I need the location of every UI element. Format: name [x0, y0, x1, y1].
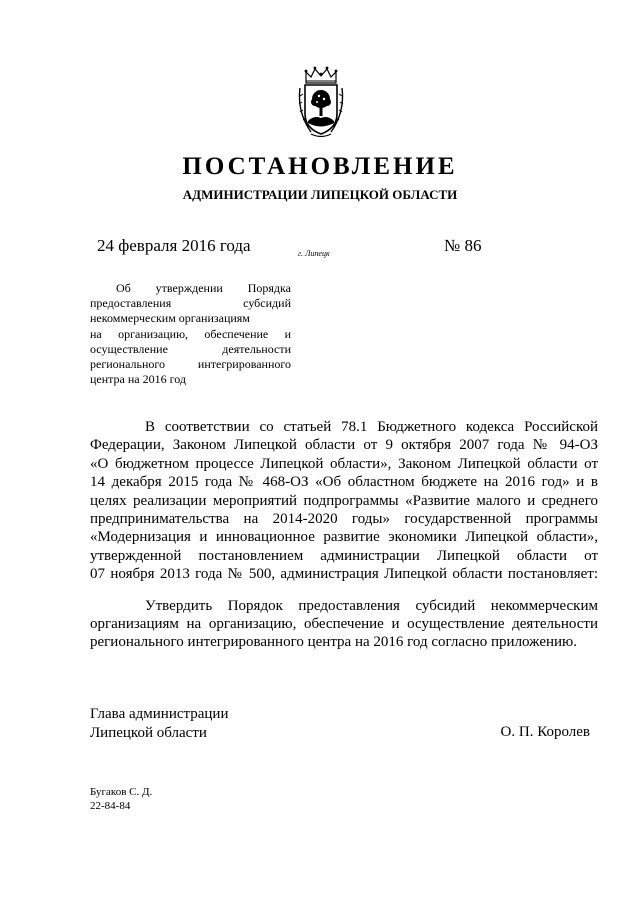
body-line: В соответствии со статьей 78.1 Бюджетного кодекса Российской [145, 419, 598, 435]
body-line: 07 ноября 2013 года № 500, администрация Липецкой области постановляет: [90, 566, 598, 583]
signatory-position-line: Липецкой области [90, 724, 207, 741]
document-title: ПОСТАНОВЛЕНИЕ [182, 153, 458, 180]
subject-line: Об утверждении Порядка [116, 281, 291, 295]
document-subtitle: АДМИНИСТРАЦИИ ЛИПЕЦКОЙ ОБЛАСТИ [182, 187, 458, 202]
subject-line: центра на 2016 год [90, 372, 187, 387]
document-number: № 86 [444, 236, 482, 255]
body-line: регионального интегрированного центра на 2016 год согласно приложению. [90, 634, 578, 651]
executor-info [90, 785, 152, 813]
executor-phone: 22-84-84 [90, 800, 131, 812]
body-line: утвержденной постановлением администрации Липецкой области от [90, 547, 598, 564]
body-line: «Модернизация и инновационное развитие экономики Липецкой области», [90, 529, 598, 546]
subject-line: на организацию, обеспечение и [90, 326, 291, 341]
body-line: Утвердить Порядок предоставления субсидий некоммерческим [145, 597, 598, 614]
body-line: целях реализации мероприятий подпрограммы «Развитие малого и среднего [90, 492, 598, 509]
body-line: 14 декабря 2015 года № 468-ОЗ «Об областном бюджете на 2016 год» и в [90, 474, 598, 491]
subject-line: осуществление деятельности [90, 341, 291, 356]
signatory-position [90, 705, 228, 742]
document-subject [90, 281, 291, 387]
body-line: организациям на организацию, обеспечение и осуществление деятельности [90, 616, 598, 633]
body-line: предпринимательства на 2014-2020 годы» государственной программы [90, 511, 598, 528]
signatory-position-line: Глава администрации [90, 706, 229, 722]
subject-line: предоставления субсидий [90, 296, 291, 311]
body-line: «О бюджетном процессе Липецкой области», Законом Липецкой области от [90, 455, 598, 472]
subject-line: регионального интегрированного [90, 357, 291, 372]
signatory-name: О. П. Королев [500, 724, 590, 740]
body-line: Федерации, Законом Липецкой области от 9 октября 2007 года № 94-ОЗ [90, 437, 598, 454]
paragraph-resolution [90, 597, 598, 652]
executor-name: Бугаков С. Д. [90, 786, 153, 798]
document-body [90, 418, 598, 652]
coat-of-arms-icon [297, 66, 345, 140]
document-city: г. Липецк [298, 249, 330, 258]
document-date: 24 февраля 2016 года [97, 236, 251, 255]
paragraph-preamble [90, 418, 598, 584]
subject-line: некоммерческим организациям [90, 311, 250, 326]
